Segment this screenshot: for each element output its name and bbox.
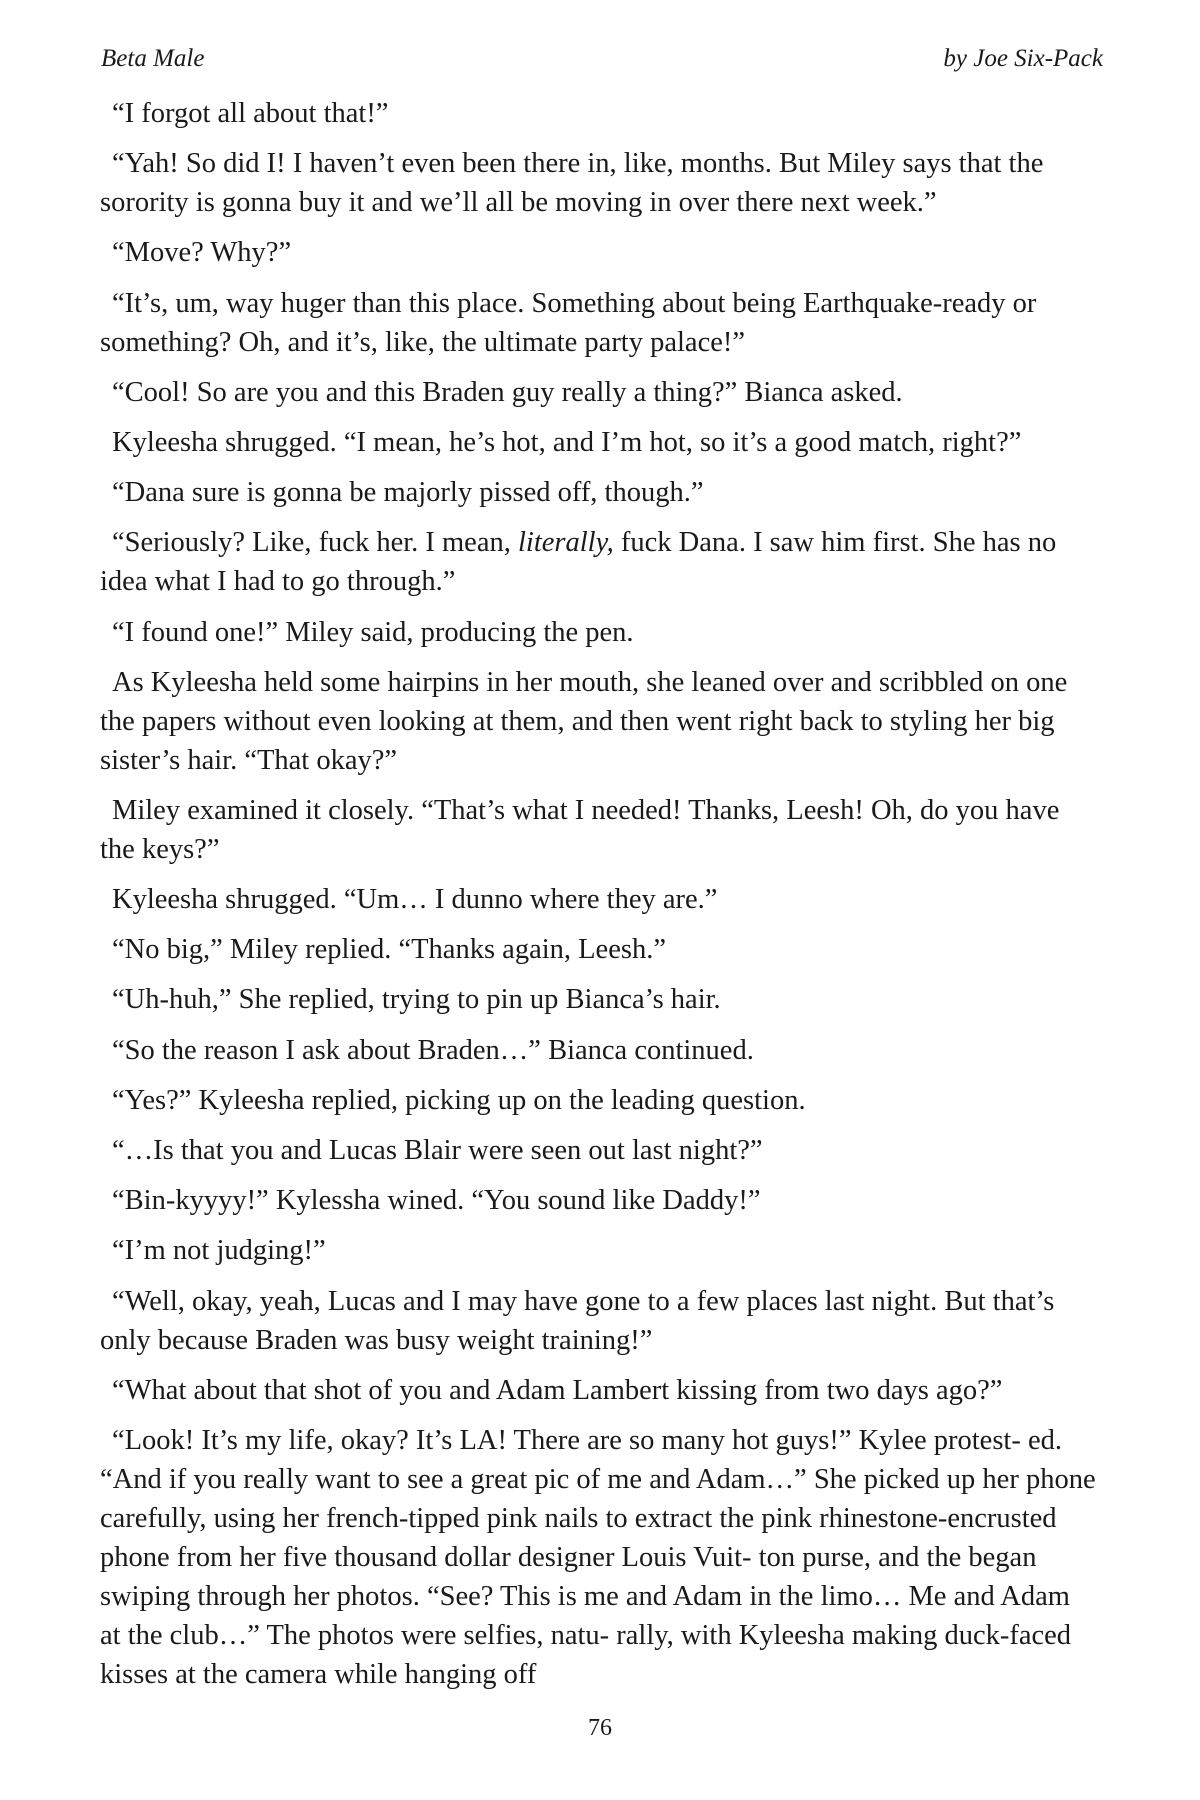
paragraph-text: fuck Dana. I saw him first. She has no idea what I had to go through.” (100, 527, 1057, 598)
paragraph: Kyleesha shrugged. “Um… I dunno where they are.” (112, 884, 718, 916)
paragraph: “Bin-kyyyy!” Kylessha wined. “You sound like Daddy!” (112, 1185, 761, 1217)
paragraph: “Cool! So are you and this Braden guy really a thing?” Bianca asked. (112, 376, 903, 408)
header-author: by Joe Six-Pack (943, 45, 1103, 72)
header-book-title: Beta Male (101, 45, 205, 72)
paragraph: Miley examined it closely. “That’s what I needed! Thanks, Leesh! Oh, do you have the keys?” (100, 794, 1060, 865)
paragraph: Kyleesha shrugged. “I mean, he’s hot, and I’m hot, so it’s a good match, right?” (112, 426, 1022, 458)
body-text (100, 94, 1096, 1705)
paragraph: As Kyleesha held some hairpins in her mouth, she leaned over and scribbled on one the papers without even looking at them, and then went right back to styling her big sister’s hair. “That okay?” (100, 666, 1068, 776)
paragraph: “Dana sure is gonna be majorly pissed off, though.” (112, 477, 704, 509)
paragraph: “It’s, um, way huger than this place. Something about being Earthquake-ready or something? Oh, and it’s, like, the ultimate party palace!” (100, 287, 1037, 358)
paragraph: “Look! It’s my life, okay? It’s LA! There are so many hot guys!” Kylee protest- ed. “And if you really want to see a great pic of me and Adam…” She picked up her phone carefully, using her french-tipped pink nails to extract the pink rhinestone-encrusted phone from her five thousand dollar designer Louis Vuit- ton purse, and the began swiping through her photos. “See? This is me and Adam in the limo… Me and Adam at the club…” The photos were selfies, natu- rally, with Kyleesha making duck-faced kisses at the camera while hanging off (100, 1424, 1096, 1690)
paragraph: “…Is that you and Lucas Blair were seen out last night?” (112, 1135, 763, 1166)
paragraph: “Yes?” Kyleesha replied, picking up on the leading question. (112, 1084, 806, 1116)
paragraph: “I forgot all about that!” (112, 98, 389, 129)
paragraph: “No big,” Miley replied. “Thanks again, Leesh.” (112, 934, 666, 966)
paragraph (100, 523, 1096, 601)
paragraph: “So the reason I ask about Braden…” Bianca continued. (112, 1034, 754, 1066)
emphasis-text: literally, (518, 527, 614, 559)
paragraph: “I found one!” Miley said, producing the pen. (112, 616, 634, 648)
running-header (101, 44, 1103, 74)
paragraph: “Move? Why?” (112, 237, 292, 269)
page-number: 76 (588, 1715, 612, 1741)
paragraph: “What about that shot of you and Adam Lambert kissing from two days ago?” (112, 1374, 1003, 1406)
paragraph: “Uh-huh,” She replied, trying to pin up Bianca’s hair. (112, 984, 721, 1016)
paragraph: “Yah! So did I! I haven’t even been there in, like, months. But Miley says that the sorority is gonna buy it and we’ll all be moving in over there next week.” (100, 148, 1044, 219)
paragraph-text: “Seriously? Like, fuck her. I mean, (112, 527, 518, 559)
paragraph: “I’m not judging!” (112, 1235, 326, 1267)
paragraph: “Well, okay, yeah, Lucas and I may have gone to a few places last night. But that’s only because Braden was busy weight training!” (100, 1285, 1055, 1356)
